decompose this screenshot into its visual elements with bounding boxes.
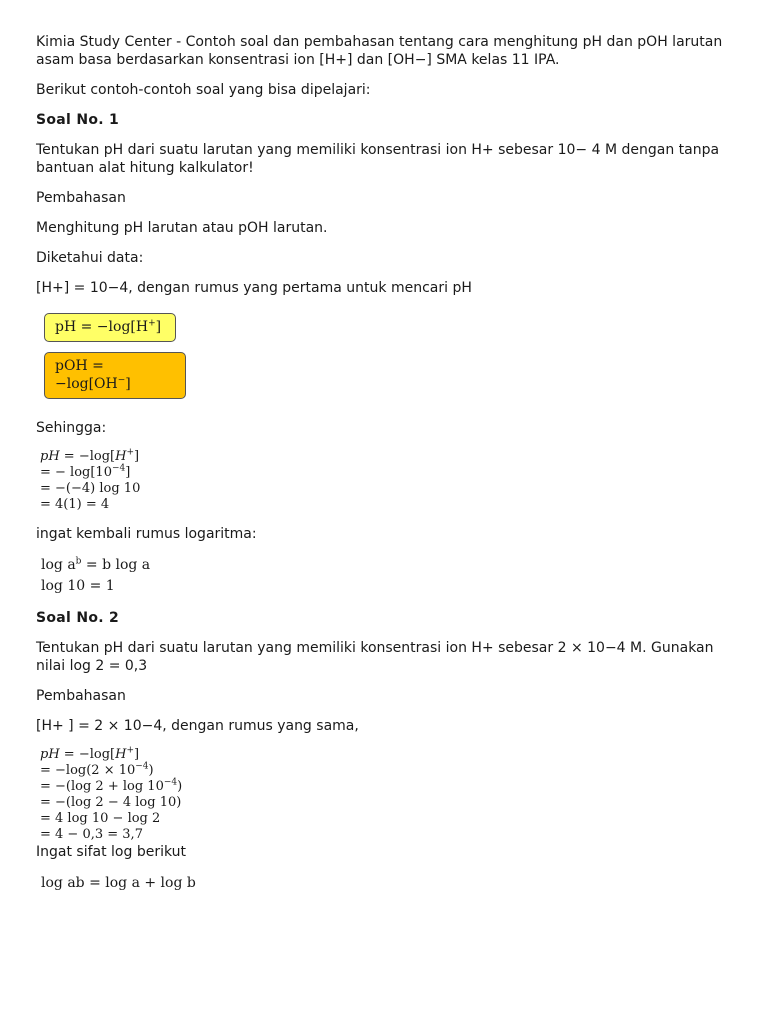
- poh-formula-box: pOH = −log[OH−]: [44, 352, 186, 399]
- soal-1-ingat: ingat kembali rumus logaritma:: [36, 526, 257, 542]
- calc-line: = 4 − 0,3 = 3,7: [40, 827, 143, 842]
- soal-2-given: [H+ ] = 2 × 10−4, dengan rumus yang sama,: [36, 718, 359, 734]
- calc-line: = − $\log[10^{-4}]$: [40, 463, 131, 480]
- calc-line: pH = −log[H+]: [40, 447, 140, 464]
- soal-1-question: Tentukan pH dari suatu larutan yang memiliki konsentrasi ion H+ sebesar 10− 4 M dengan tanpa bantuan alat hitung kalkulator!: [36, 142, 720, 176]
- intro-paragraph: Kimia Study Center - Contoh soal dan pembahasan tentang cara menghitung pH dan pOH larutan asam basa berdasarkan konsentrasi ion [H+] dan [OH−] SMA kelas 11 IPA.: [36, 34, 723, 68]
- soal-1-calculation: [40, 449, 736, 513]
- calc-line: = 4(1) = 4: [40, 497, 110, 512]
- soal-2-question: Tentukan pH dari suatu larutan yang memiliki konsentrasi ion H+ sebesar 2 × 10−4 M. Gunakan nilai log 2 = 0,3: [36, 640, 714, 674]
- log-rules: [41, 555, 736, 597]
- calc-line: = 4 log 10 − log 2: [40, 811, 161, 826]
- calc-line: = −(−4) log 10: [40, 481, 141, 496]
- calc-line: = −(log $2 + \log 10^{-4}$): [40, 777, 183, 794]
- soal-1-step: Menghitung pH larutan atau pOH larutan.: [36, 220, 328, 236]
- soal-2-heading: Soal No. 2: [36, 610, 120, 626]
- calc-line: = −(log 2 − 4 log 10): [40, 795, 182, 810]
- soal-2-calculation: [40, 747, 736, 843]
- soal-1-sehingga: Sehingga:: [36, 420, 107, 436]
- soal-1-diketahui: Diketahui data:: [36, 250, 144, 266]
- soal-1-given: [H+] = 10−4, dengan rumus yang pertama untuk mencari pH: [36, 280, 472, 296]
- ph-formula-box: pH = −log[H+]: [44, 313, 176, 342]
- soal-2-pembahasan-label: Pembahasan: [36, 688, 126, 704]
- soal-1-pembahasan-label: Pembahasan: [36, 190, 126, 206]
- calc-line: = $-\log(2 \times 10^{-4})$: [40, 761, 154, 778]
- log-rule-ten: log 10 = 1: [41, 578, 115, 594]
- soal-1-heading: Soal No. 1: [36, 112, 120, 128]
- calc-line: pH = −log[H+]: [40, 745, 140, 762]
- log-rule-product: log ab = log a + log b: [41, 875, 196, 891]
- log-rule-power: $\log a^b = b$ log a: [41, 556, 151, 573]
- soal-2-ingat: Ingat sifat log berikut: [36, 844, 187, 860]
- lead-text: Berikut contoh-contoh soal yang bisa dipelajari:: [36, 82, 371, 98]
- document-page: [36, 33, 736, 906]
